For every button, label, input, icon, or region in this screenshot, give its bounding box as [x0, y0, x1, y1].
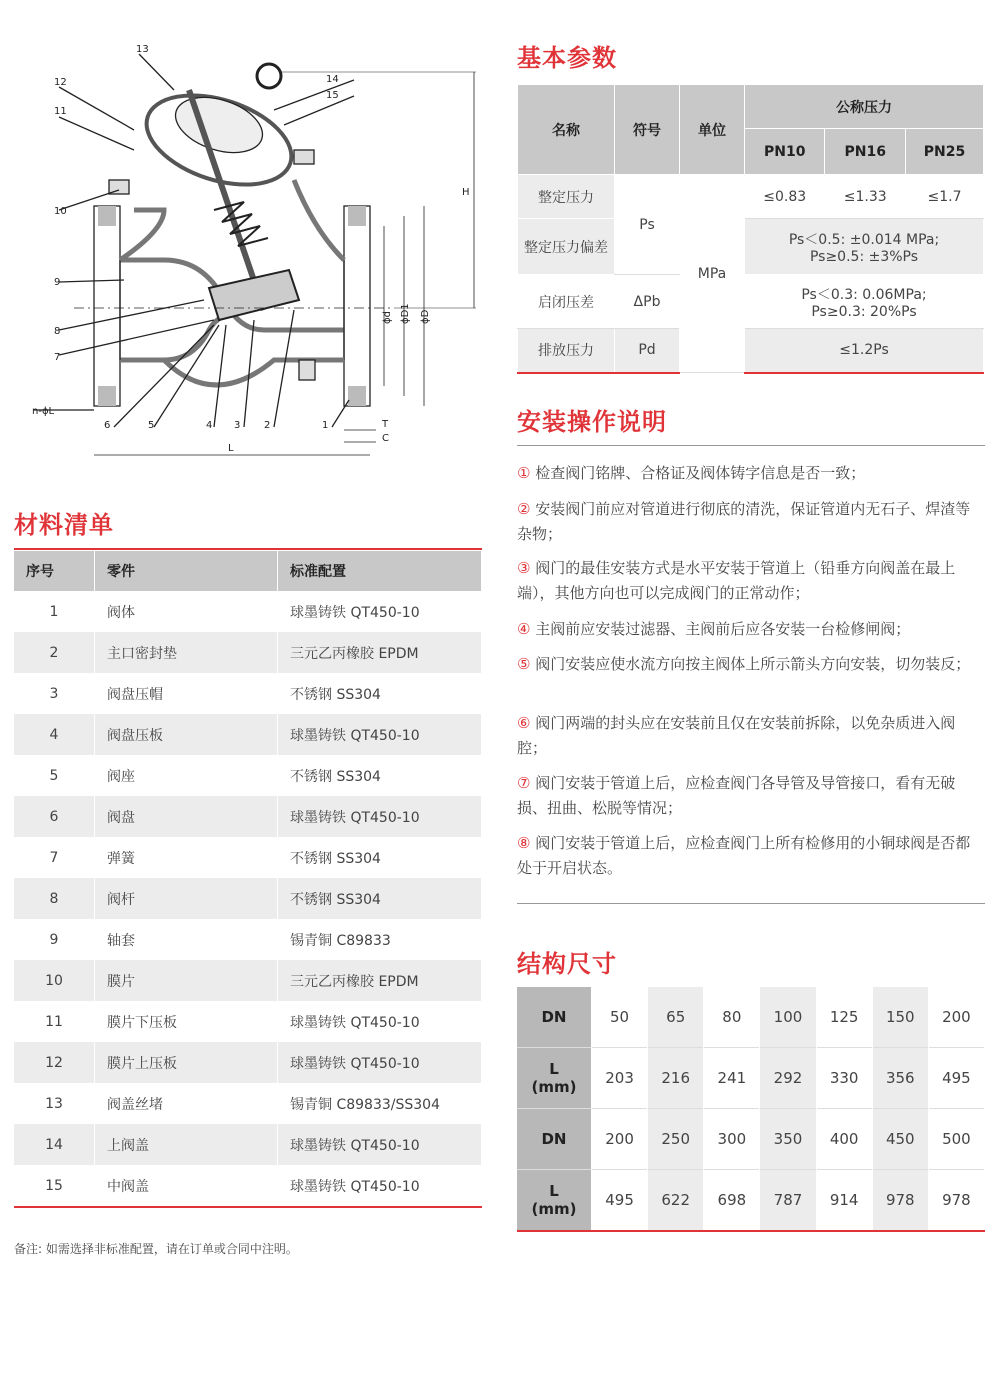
row-no: 3	[14, 673, 95, 714]
dims-dn-label: DN	[517, 987, 592, 1048]
dims-cell: 292	[760, 1048, 816, 1109]
table-row	[14, 714, 482, 755]
callout-8: 8	[54, 326, 61, 337]
params-ps-symbol: Ps	[615, 175, 680, 275]
install-item-6	[517, 711, 985, 761]
install-num: ⑥	[517, 714, 531, 732]
row-spec: 不锈钢 SS304	[278, 837, 482, 878]
row-no: 13	[14, 1083, 95, 1124]
dim-T: T	[382, 419, 389, 430]
row-spec: 不锈钢 SS304	[278, 755, 482, 796]
params-r2-line2: Ps≥0.5: ±3%Ps	[809, 248, 919, 265]
materials-header-row	[14, 551, 482, 591]
dims-cell: 203	[592, 1048, 648, 1109]
install-item-1	[517, 461, 985, 486]
params-r3-line1: Ps＜0.3: 0.06MPa;	[801, 286, 927, 303]
install-num: ⑦	[517, 774, 531, 792]
dims-cell: 80	[704, 987, 760, 1048]
params-unit: MPa	[680, 175, 745, 373]
dims-l-text: L	[549, 1182, 559, 1200]
dims-cell: 450	[872, 1109, 928, 1170]
table-row	[14, 755, 482, 796]
row-part: 中阀盖	[95, 1165, 278, 1207]
callout-nL: n-ϕL	[32, 406, 55, 417]
callout-4: 4	[206, 420, 213, 431]
header-no: 序号	[14, 551, 95, 591]
row-spec: 球墨铸铁 QT450-10	[278, 1165, 482, 1207]
params-r1-pn16: ≤1.33	[825, 175, 905, 219]
dims-cell: 350	[760, 1109, 816, 1170]
dims-cell: 100	[760, 987, 816, 1048]
table-row	[14, 1083, 482, 1124]
dims-cell: 330	[816, 1048, 872, 1109]
install-num: ③	[517, 559, 531, 577]
header-part: 零件	[95, 551, 278, 591]
dims-cell: 500	[928, 1109, 984, 1170]
row-part: 阀盘压帽	[95, 673, 278, 714]
params-r3-line2: Ps≥0.3: 20%Ps	[811, 303, 917, 320]
install-text: 阀门安装应使水流方向按主阀体上所示箭头方向安装，切勿装反；	[530, 655, 971, 673]
dims-cell: 200	[592, 1109, 648, 1170]
dims-cell: 150	[872, 987, 928, 1048]
dims-l-unit: (mm)	[531, 1078, 577, 1096]
table-row	[14, 919, 482, 960]
install-bottom-rule	[517, 903, 985, 904]
header-spec: 标准配置	[278, 551, 482, 591]
dims-table	[517, 987, 985, 1232]
dims-dn-label: DN	[517, 1109, 592, 1170]
table-row	[14, 796, 482, 837]
dims-l-text: L	[549, 1060, 559, 1078]
dims-cell: 125	[816, 987, 872, 1048]
params-r4-val: ≤1.2Ps	[745, 329, 984, 373]
row-no: 5	[14, 755, 95, 796]
install-item-2	[517, 497, 985, 547]
row-spec: 锡青铜 C89833	[278, 919, 482, 960]
row-part: 上阀盖	[95, 1124, 278, 1165]
callout-9: 9	[54, 277, 61, 288]
row-spec: 球墨铸铁 QT450-10	[278, 591, 482, 632]
row-part: 阀盖丝堵	[95, 1083, 278, 1124]
dim-d: ϕd	[382, 311, 393, 324]
table-row	[14, 591, 482, 632]
params-r3-name: 启闭压差	[518, 275, 615, 329]
install-num: ①	[517, 464, 531, 482]
row-part: 阀座	[95, 755, 278, 796]
dims-title: 结构尺寸	[517, 950, 617, 978]
row-part: 主口密封垫	[95, 632, 278, 673]
row-spec: 不锈钢 SS304	[278, 673, 482, 714]
materials-table	[14, 551, 482, 1208]
table-row	[14, 1124, 482, 1165]
install-title: 安装操作说明	[517, 408, 667, 436]
dims-cell: 216	[648, 1048, 704, 1109]
dims-cell: 495	[928, 1048, 984, 1109]
install-title-rule	[517, 445, 985, 446]
params-r4-name: 排放压力	[518, 329, 615, 373]
install-text: 安装阀门前应对管道进行彻底的清洗，保证管道内无石子、焊渣等杂物；	[517, 500, 971, 543]
dims-cell: 698	[704, 1170, 760, 1232]
valve-drawing	[14, 30, 494, 470]
row-no: 8	[14, 878, 95, 919]
dim-C: C	[382, 433, 389, 444]
row-no: 1	[14, 591, 95, 632]
row-spec: 三元乙丙橡胶 EPDM	[278, 632, 482, 673]
row-part: 弹簧	[95, 837, 278, 878]
row-spec: 球墨铸铁 QT450-10	[278, 1001, 482, 1042]
row-spec: 不锈钢 SS304	[278, 878, 482, 919]
row-no: 6	[14, 796, 95, 837]
params-r3-symbol: ΔPb	[615, 275, 680, 329]
row-part: 膜片	[95, 960, 278, 1001]
dims-cell: 495	[592, 1170, 648, 1232]
row-no: 7	[14, 837, 95, 878]
install-num: ④	[517, 620, 531, 638]
dims-row-dn2	[517, 1109, 985, 1170]
table-row	[14, 632, 482, 673]
callout-11: 11	[54, 106, 67, 117]
dims-l-label	[517, 1170, 592, 1232]
install-text: 阀门安装于管道上后，应检查阀门各导管及导管接口，看有无破损、扭曲、松脱等情况；	[517, 774, 956, 817]
row-part: 轴套	[95, 919, 278, 960]
dim-H: H	[462, 187, 470, 198]
params-r2-name: 整定压力偏差	[518, 219, 615, 275]
row-no: 15	[14, 1165, 95, 1207]
row-spec: 三元乙丙橡胶 EPDM	[278, 960, 482, 1001]
table-row	[14, 1165, 482, 1207]
install-text: 检查阀门铭牌、合格证及阀体铸字信息是否一致；	[530, 464, 866, 482]
params-r4-symbol: Pd	[615, 329, 680, 373]
params-title: 基本参数	[517, 44, 617, 72]
materials-title-rule	[14, 548, 482, 550]
dims-row-dn1	[517, 987, 985, 1048]
dim-D: ϕD	[420, 309, 431, 324]
dims-cell: 241	[704, 1048, 760, 1109]
table-row	[14, 960, 482, 1001]
table-row	[14, 673, 482, 714]
params-r2-line1: Ps＜0.5: ±0.014 MPa;	[788, 231, 940, 248]
callout-3: 3	[234, 420, 241, 431]
materials-note: 备注: 如需选择非标准配置，请在订单或合同中注明。	[14, 1242, 298, 1256]
install-text: 主阀前应安装过滤器、主阀前后应各安装一台检修闸阀；	[530, 620, 911, 638]
dims-cell: 622	[648, 1170, 704, 1232]
install-item-3	[517, 556, 985, 606]
dims-cell: 787	[760, 1170, 816, 1232]
callout-14: 14	[326, 74, 339, 85]
params-pn10: PN10	[745, 129, 825, 175]
params-r1-pn25: ≤1.7	[905, 175, 983, 219]
callout-7: 7	[54, 352, 61, 363]
install-num: ⑤	[517, 655, 531, 673]
dims-cell: 400	[816, 1109, 872, 1170]
callout-10: 10	[54, 206, 67, 217]
row-part: 阀体	[95, 591, 278, 632]
callout-12: 12	[54, 77, 67, 88]
params-pn25: PN25	[905, 129, 983, 175]
row-no: 10	[14, 960, 95, 1001]
dims-cell: 200	[928, 987, 984, 1048]
dims-cell: 300	[704, 1109, 760, 1170]
dims-row-l2	[517, 1170, 985, 1232]
install-text: 阀门安装于管道上后，应检查阀门上所有检修用的小铜球阀是否都处于开启状态。	[517, 834, 971, 877]
params-r1-name: 整定压力	[518, 175, 615, 219]
params-h-name: 名称	[518, 85, 615, 175]
table-row	[14, 1001, 482, 1042]
row-spec: 球墨铸铁 QT450-10	[278, 714, 482, 755]
dims-cell: 356	[872, 1048, 928, 1109]
dims-cell: 65	[648, 987, 704, 1048]
install-item-8	[517, 831, 985, 881]
install-text: 阀门两端的封头应在安装前且仅在安装前拆除，以免杂质进入阀腔；	[517, 714, 956, 757]
install-item-4	[517, 617, 985, 642]
callout-1: 1	[322, 420, 329, 431]
row-no: 2	[14, 632, 95, 673]
row-part: 膜片上压板	[95, 1042, 278, 1083]
params-h-unit: 单位	[680, 85, 745, 175]
install-num: ②	[517, 500, 531, 518]
callout-5: 5	[148, 420, 155, 431]
params-pn16: PN16	[825, 129, 905, 175]
install-num: ⑧	[517, 834, 531, 852]
row-no: 9	[14, 919, 95, 960]
table-row	[14, 1042, 482, 1083]
install-item-7	[517, 771, 985, 821]
materials-title: 材料清单	[14, 511, 114, 539]
table-row	[14, 878, 482, 919]
row-no: 4	[14, 714, 95, 755]
row-part: 膜片下压板	[95, 1001, 278, 1042]
params-table	[517, 84, 984, 374]
row-spec: 球墨铸铁 QT450-10	[278, 1124, 482, 1165]
dim-L: L	[228, 443, 234, 454]
table-row	[14, 837, 482, 878]
row-no: 14	[14, 1124, 95, 1165]
row-part: 阀杆	[95, 878, 278, 919]
row-spec: 球墨铸铁 QT450-10	[278, 796, 482, 837]
dims-cell: 50	[592, 987, 648, 1048]
dims-cell: 914	[816, 1170, 872, 1232]
dims-l-unit: (mm)	[531, 1200, 577, 1218]
row-spec: 锡青铜 C89833/SS304	[278, 1083, 482, 1124]
row-part: 阀盘	[95, 796, 278, 837]
install-text: 阀门的最佳安装方式是水平安装于管道上（铅垂方向阀盖在最上端），其他方向也可以完成阀门的正常动作；	[517, 559, 956, 602]
params-r3-val	[745, 275, 984, 329]
params-h-symbol: 符号	[615, 85, 680, 175]
row-no: 11	[14, 1001, 95, 1042]
params-r2-val	[745, 219, 984, 275]
install-item-5	[517, 652, 985, 677]
callout-2: 2	[264, 420, 271, 431]
dims-row-l1	[517, 1048, 985, 1109]
row-spec: 球墨铸铁 QT450-10	[278, 1042, 482, 1083]
dims-cell: 978	[872, 1170, 928, 1232]
row-part: 阀盘压板	[95, 714, 278, 755]
callout-15: 15	[326, 90, 339, 101]
dims-cell: 250	[648, 1109, 704, 1170]
params-h-pressure: 公称压力	[745, 85, 984, 129]
row-no: 12	[14, 1042, 95, 1083]
callout-6: 6	[104, 420, 111, 431]
dim-D1: ϕD1	[400, 303, 411, 324]
params-r1-pn10: ≤0.83	[745, 175, 825, 219]
dims-l-label	[517, 1048, 592, 1109]
dims-cell: 978	[928, 1170, 984, 1232]
callout-13: 13	[136, 44, 149, 55]
